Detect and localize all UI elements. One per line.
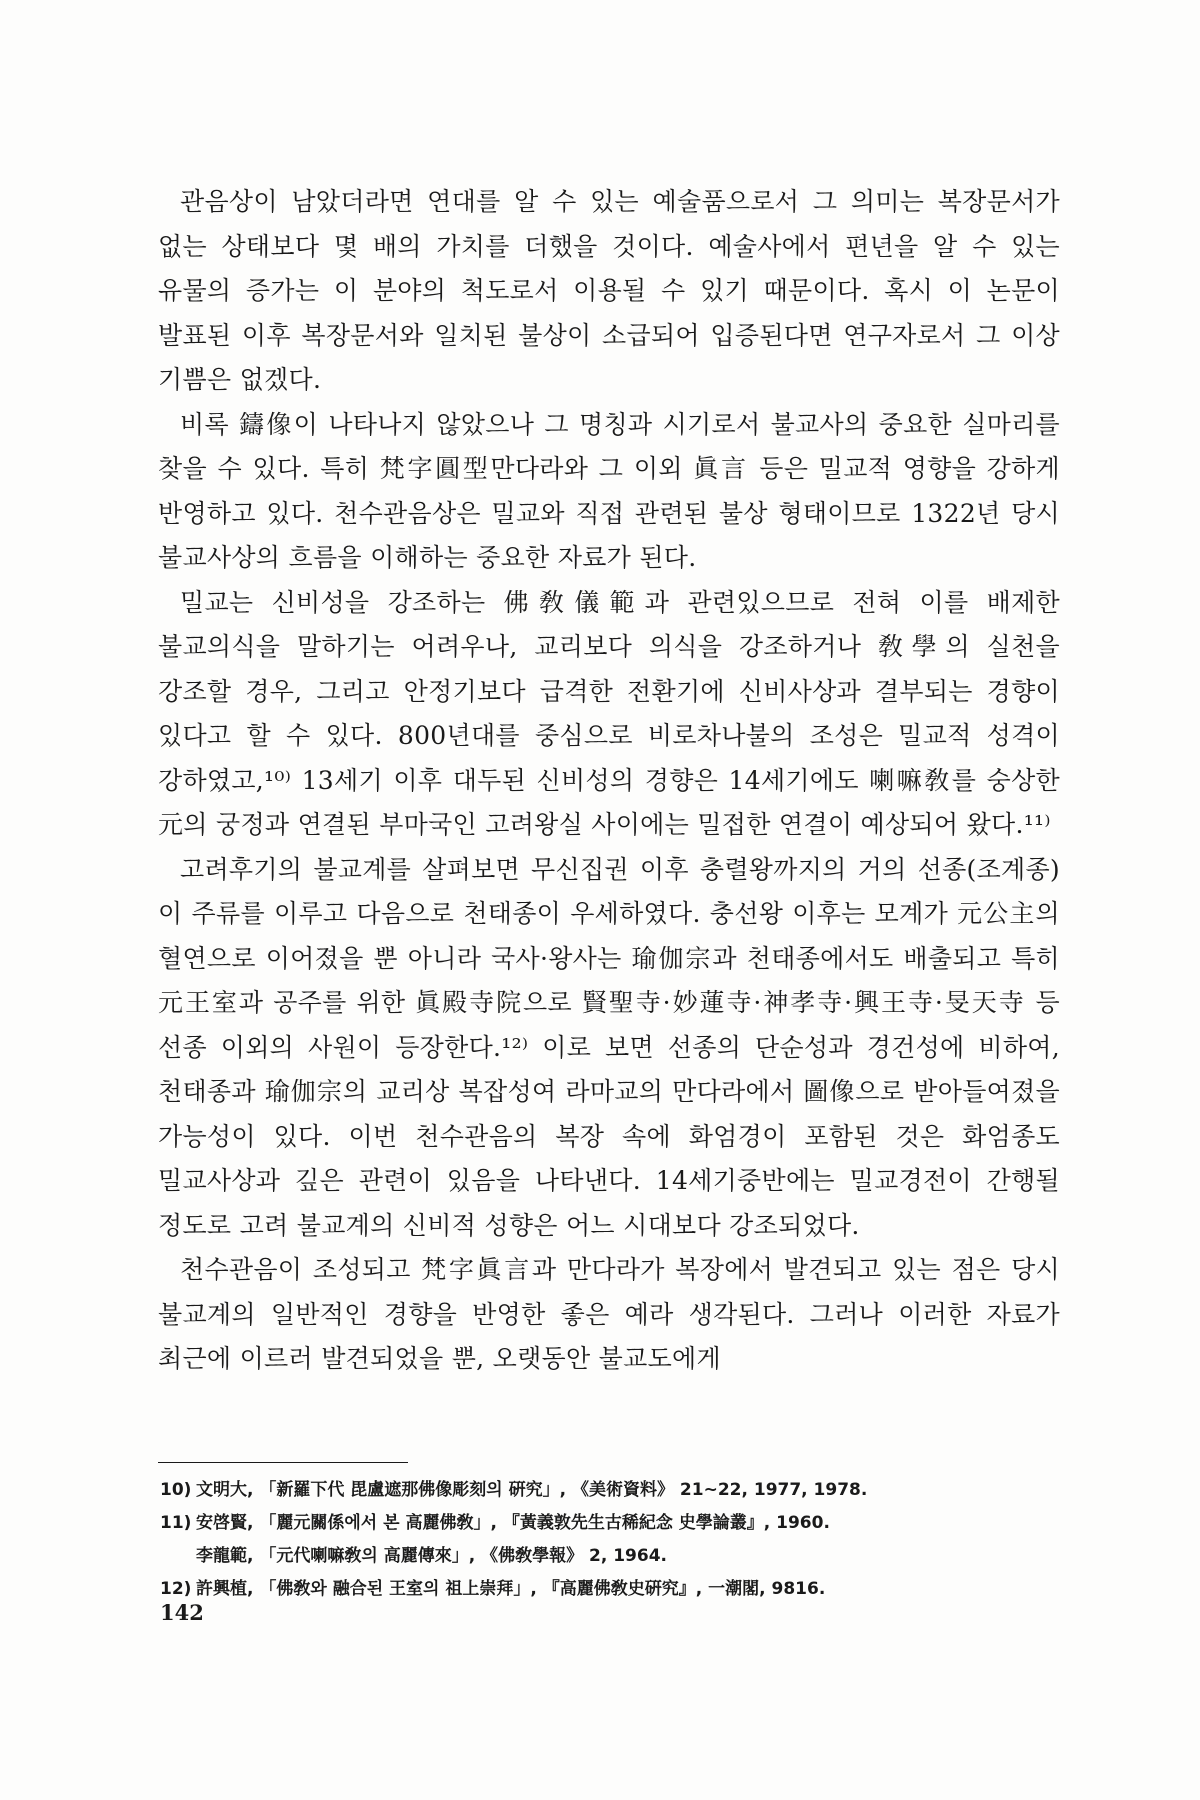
footnote-divider bbox=[158, 1462, 408, 1463]
footnote bbox=[160, 1474, 1060, 1507]
paragraph: 비록 鑄像이 나타나지 않았으나 그 명칭과 시기로서 불교사의 중요한 실마리를 찾을 수 있다. 특히 梵字圓型만다라와 그 이외 眞言 등은 밀교적 영향을 강하게 반영하고 있다. 천수관음상은 밀교와 직접 관련된 불상 형태이므로 1322년 당시 불교사상의 흐름을 이해하는 중요한 자료가 된다. bbox=[158, 409, 1060, 572]
footnote bbox=[160, 1573, 1060, 1606]
footnote-number: 10) bbox=[160, 1480, 192, 1500]
body-text bbox=[158, 180, 1060, 1382]
footnote-text: 文明大, 「新羅下代 毘盧遮那佛像彫刻의 硏究」, 《美術資料》 21~22, 1977, 1978. bbox=[196, 1480, 868, 1500]
footnote-number: 12) bbox=[160, 1579, 192, 1599]
footnotes bbox=[160, 1474, 1060, 1606]
footnote-text: 安啓賢, 「麗元關係에서 본 高麗佛敎」, 『黃義敦先生古稀紀念 史學論叢』, 1960. bbox=[196, 1513, 830, 1533]
paragraph: 천수관음이 조성되고 梵字眞言과 만다라가 복장에서 발견되고 있는 점은 당시 불교계의 일반적인 경향을 반영한 좋은 예라 생각된다. 그러나 이러한 자료가 최근에 이르러 발견되었을 뿐, 오랫동안 불교도에게 bbox=[158, 1255, 1060, 1373]
footnote-number: 11) bbox=[160, 1513, 192, 1533]
paragraph: 관음상이 남았더라면 연대를 알 수 있는 예술품으로서 그 의미는 복장문서가 없는 상태보다 몇 배의 가치를 더했을 것이다. 예술사에서 편년을 알 수 있는 유물의 증가는 이 분야의 척도로서 이용될 수 있기 때문이다. 혹시 이 논문이 발표된 이후 복장문서와 일치된 불상이 소급되어 입증된다면 연구자로서 그 이상 기쁨은 없겠다. bbox=[158, 187, 1060, 394]
footnote bbox=[160, 1507, 1060, 1573]
paragraph: 고려후기의 불교계를 살펴보면 무신집권 이후 충렬왕까지의 거의 선종(조계종)이 주류를 이루고 다음으로 천태종이 우세하였다. 충선왕 이후는 모계가 元公主의 혈연으로 이어졌을 뿐 아니라 국사·왕사는 瑜伽宗과 천태종에서도 배출되고 특히 元王室과 공주를 위한 眞殿寺院으로 賢聖寺·妙蓮寺·神孝寺·興王寺·旻天寺 등 선종 이외의 사원이 등장한다.¹²⁾ 이로 보면 선종의 단순성과 경건성에 비하여, 천태종과 瑜伽宗의 교리상 복잡성여 라마교의 만다라에서 圖像으로 받아들여졌을 가능성이 있다. 이번 천수관음의 복장 속에 화엄경이 포함된 것은 화엄종도 밀교사상과 깊은 관련이 있음을 나타낸다. 14세기중반에는 밀교경전이 간행될 정도로 고려 불교계의 신비적 성향은 어느 시대보다 강조되었다. bbox=[158, 854, 1060, 1240]
paragraph: 밀교는 신비성을 강조하는 佛敎儀範과 관련있으므로 전혀 이를 배제한 불교의식을 말하기는 어려우나, 교리보다 의식을 강조하거나 敎學의 실천을 강조할 경우, 그리고 안정기보다 급격한 전환기에 신비사상과 결부되는 경향이 있다고 할 수 있다. 800년대를 중심으로 비로차나불의 조성은 밀교적 성격이 강하였고,¹⁰⁾ 13세기 이후 대두된 신비성의 경향은 14세기에도 喇嘛敎를 숭상한 元의 궁정과 연결된 부마국인 고려왕실 사이에는 밀접한 연결이 예상되어 왔다.¹¹⁾ bbox=[158, 587, 1060, 839]
page-number: 142 bbox=[160, 1600, 204, 1625]
footnote-text: 許興植, 「佛敎와 融合된 王室의 祖上崇拜」, 『高麗佛敎史硏究』, 一潮閣, 9816. bbox=[196, 1579, 826, 1599]
footnote-text: 李龍範, 「元代喇嘛敎의 高麗傳來」, 《佛敎學報》 2, 1964. bbox=[196, 1546, 667, 1566]
